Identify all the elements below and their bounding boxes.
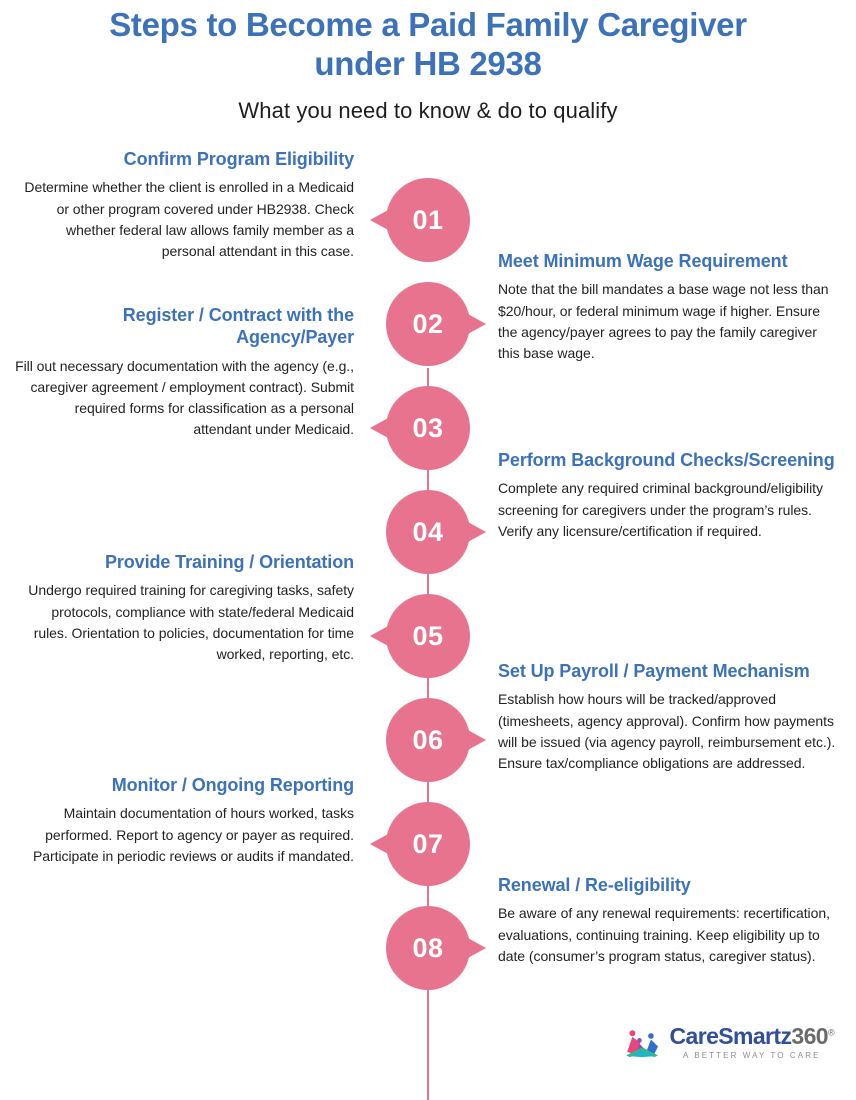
step-number: 01 [412,204,444,235]
step-marker [386,178,470,262]
step-title: Renewal / Re-eligibility [498,875,691,895]
step-number: 03 [412,412,444,443]
step-body: Determine whether the client is enrolled in a Medicaid or other program covered under HB2938. Check whether federal law allows family member as a personal attendant in this case. [24,179,354,260]
step-marker [386,282,470,366]
step-text-block [14,304,354,441]
step-text-block [498,660,838,774]
step-number: 07 [412,828,444,859]
step-text-block [498,449,838,542]
step-marker [386,802,470,886]
step-body: Fill out necessary documentation with the agency (e.g., caregiver agreement / employment contract). Submit required forms for classification as a personal attendant under Medicaid. [15,357,354,438]
page-subtitle: What you need to know & do to qualify [238,97,618,123]
step-text-block [498,874,838,967]
step-number: 04 [412,516,444,547]
step-title: Monitor / Ongoing Reporting [111,775,354,795]
step-body: Establish how hours will be tracked/approved (timesheets, agency approval). Confirm how payments will be issued (via agency payroll, reimbursement etc.). Ensure tax/compliance obligations are addressed. [498,691,836,772]
step-title: Perform Background Checks/Screening [498,450,835,470]
step-text-block [14,774,354,867]
step-number: 02 [412,308,444,339]
step-title: Set Up Payroll / Payment Mechanism [498,661,810,681]
step-body: Undergo required training for caregiving tasks, safety protocols, compliance with state/federal Medicaid rules. Orientation to policies, documentation for time worked, reporting, etc. [28,582,354,663]
step-marker [386,490,470,574]
step-text-block [14,148,354,262]
registered-mark-icon: ® [827,1027,834,1038]
step-title: Meet Minimum Wage Requirement [498,251,788,271]
page-title: Steps to Become a Paid Family Caregiver under HB 2938 [109,6,747,82]
step-text-block [14,551,354,665]
step-text-block [498,250,838,364]
step-marker [386,698,470,782]
step-number: 06 [412,724,444,755]
step-marker [386,386,470,470]
step-marker [386,906,470,990]
step-body: Complete any required criminal background/eligibility screening for caregivers under the program’s rules. Verify any licensure/certification if required. [498,480,823,539]
step-title: Provide Training / Orientation [104,552,354,572]
step-title: Confirm Program Eligibility [123,149,354,169]
step-title: Register / Contract with the Agency/Payer [122,305,354,348]
step-number: 05 [412,620,444,651]
brand-number: 360 [791,1023,828,1049]
step-body: Maintain documentation of hours worked, tasks performed. Report to agency or payer as required. Participate in periodic reviews or audits if mandated. [32,805,354,864]
brand-name: CareSmartz [669,1023,792,1049]
step-body: Be aware of any renewal requirements: recertification, evaluations, continuing training. Keep eligibility up to date (consumer’s program status, caregiver status). [498,905,830,964]
brand-text [670,1025,834,1060]
step-marker [386,594,470,678]
steps-timeline [0,150,856,1074]
brand-footer [624,1025,834,1060]
caresmartz-logo-icon [624,1028,662,1058]
step-body: Note that the bill mandates a base wage not less than $20/hour, or federal minimum wage if higher. Ensure the agency/payer agrees to pay the family caregiver this base wage. [498,281,829,362]
brand-tagline: A BETTER WAY TO CARE [682,1051,821,1060]
brand-wordmark [670,1025,834,1048]
page-header [0,0,856,124]
step-number: 08 [412,932,444,963]
